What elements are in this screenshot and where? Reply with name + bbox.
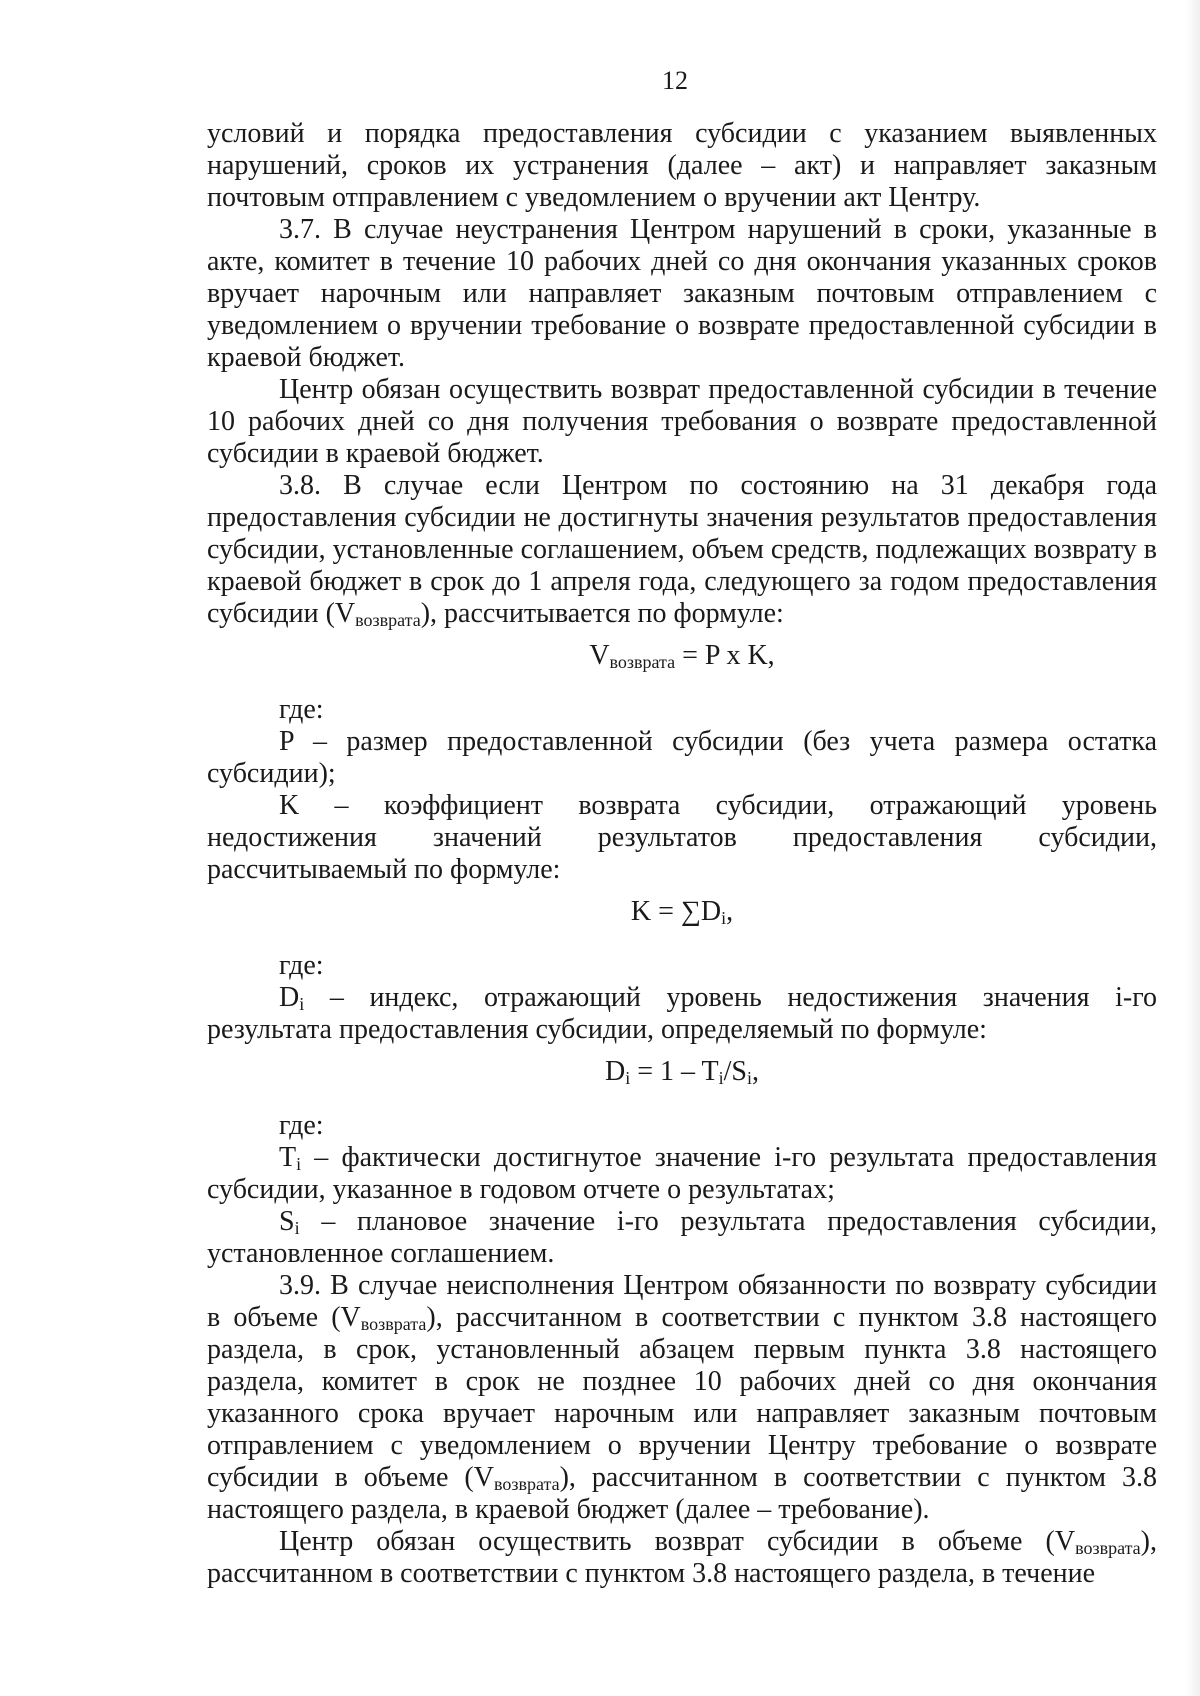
paragraph-text: ), рассчитывается по формуле: [420,598,784,629]
paragraph-return-obligation [207,374,1157,470]
paragraph-text: T [279,1142,297,1173]
formula-text: K = ∑D [630,896,722,927]
definition-k [207,790,1157,886]
paragraph-text: D [279,982,300,1013]
paragraph-text: ), рассчитанном в соответствии с пунктом 3.8 настоящего раздела, в срок, установленный абзацем первым пункта 3.8 настоящего раздела, комитет в срок не позднее 10 рабочих дней со дня окончания указанного срока вручает нарочным или направляет заказным почтовым отправлением с уведомлением о вручении Центру требование о возврате субсидии в объеме (V [207,1302,1158,1493]
paragraph-3-9 [207,1270,1157,1526]
subscript-vozvrata: возврата [609,652,676,672]
paragraph-text: K – коэффициент возврата субсидии, отражающий уровень недостижения значений результатов предоставления субсидии, рассчитываемый по формуле: [207,790,1157,885]
paragraph-3-7 [207,214,1157,374]
subscript-vozvrata: возврата [355,610,421,630]
document-body [207,118,1157,1590]
paragraph-continuation [207,118,1157,214]
paragraph-text: S [279,1206,295,1237]
paragraph-text: ), рассчитанном в соответствии с пунктом 3.8 настоящего раздела, в краевой бюджет (далее – требование). [207,1462,1158,1525]
paragraph-text: условий и порядка предоставления субсидии с указанием выявленных нарушений, сроков их устранения (далее – акт) и направляет заказным почтовым отправлением с уведомлением о вручении акт Центру. [207,118,1157,213]
definition-ti [207,1142,1157,1206]
paragraph-text: 3.9. В случае неисполнения Центром обязанности по возврату субсидии в объеме (V [207,1270,1157,1333]
subscript-vozvrata: возврата [493,1474,560,1494]
page-number: 12 [662,66,688,95]
subscript-vozvrata: возврата [1075,1538,1141,1558]
scan-edge-shadow [1186,0,1200,1696]
subscript-i: i [294,1218,300,1238]
where-text: где: [279,950,324,981]
paragraph-3-8 [207,470,1157,630]
paragraph-text: 3.8. В случае если Центром по состоянию на 31 декабря года предоставления субсидии не достигнуты значения результатов предоставления субсидии, установленные соглашением, объем средств, подлежащих возврату в краевой бюджет в срок до 1 апреля года, следующего за годом предоставления субсидии (V [207,470,1157,629]
formula-di [207,1056,1157,1088]
paragraph-text: – фактически достигнутое значение i-го результата предоставления субсидии, указанное в годовом отчете о результатах; [207,1142,1157,1205]
subscript-i: i [296,1154,302,1174]
where-text: где: [279,694,324,725]
formula-text: = 1 – T [630,1056,719,1087]
paragraph-text: – плановое значение i-го результата предоставления субсидии, установленное соглашением. [207,1206,1157,1269]
subscript-i: i [299,994,305,1014]
subscript-i: i [721,908,727,928]
paragraph-text: ), рассчитанном в соответствии с пунктом 3.8 настоящего раздела, в течение [207,1526,1157,1589]
formula-v-vozvrata [207,640,1157,672]
subscript-i: i [718,1068,724,1088]
paragraph-text: – индекс, отражающий уровень недостижения значения i-го результата предоставления субсидии, определяемый по формуле: [207,982,1157,1045]
formula-text: D [604,1056,626,1087]
definition-p [207,726,1157,790]
where-text: где: [279,1110,324,1141]
paragraph-text: Центр обязан осуществить возврат предоставленной субсидии в течение 10 рабочих дней со дня получения требования о возврате предоставленной субсидии в краевой бюджет. [207,374,1157,469]
formula-k [207,896,1157,928]
paragraph-text: 3.7. В случае неустранения Центром нарушений в сроки, указанные в акте, комитет в течение 10 рабочих дней со дня окончания указанных сроков вручает нарочным или направляет заказным почтовым отправлением с уведомлением о вручении требование о возврате предоставленной субсидии в краевой бюджет. [207,214,1157,373]
formula-text: , [752,1056,760,1087]
where-label [207,950,1157,982]
formula-text: /S [723,1056,747,1087]
subscript-i: i [747,1068,753,1088]
where-label [207,694,1157,726]
formula-text: V [589,640,610,671]
where-label [207,1110,1157,1142]
paragraph-return-deadline [207,1526,1157,1590]
paragraph-text: P – размер предоставленной субсидии (без учета размера остатка субсидии); [207,726,1157,789]
subscript-i: i [625,1068,631,1088]
paragraph-text: Центр обязан осуществить возврат субсидии в объеме (V [279,1526,1076,1557]
definition-di [207,982,1157,1046]
formula-text: , [726,896,734,927]
definition-si [207,1206,1157,1270]
formula-text: = P x K, [675,640,775,671]
subscript-vozvrata: возврата [360,1314,427,1334]
